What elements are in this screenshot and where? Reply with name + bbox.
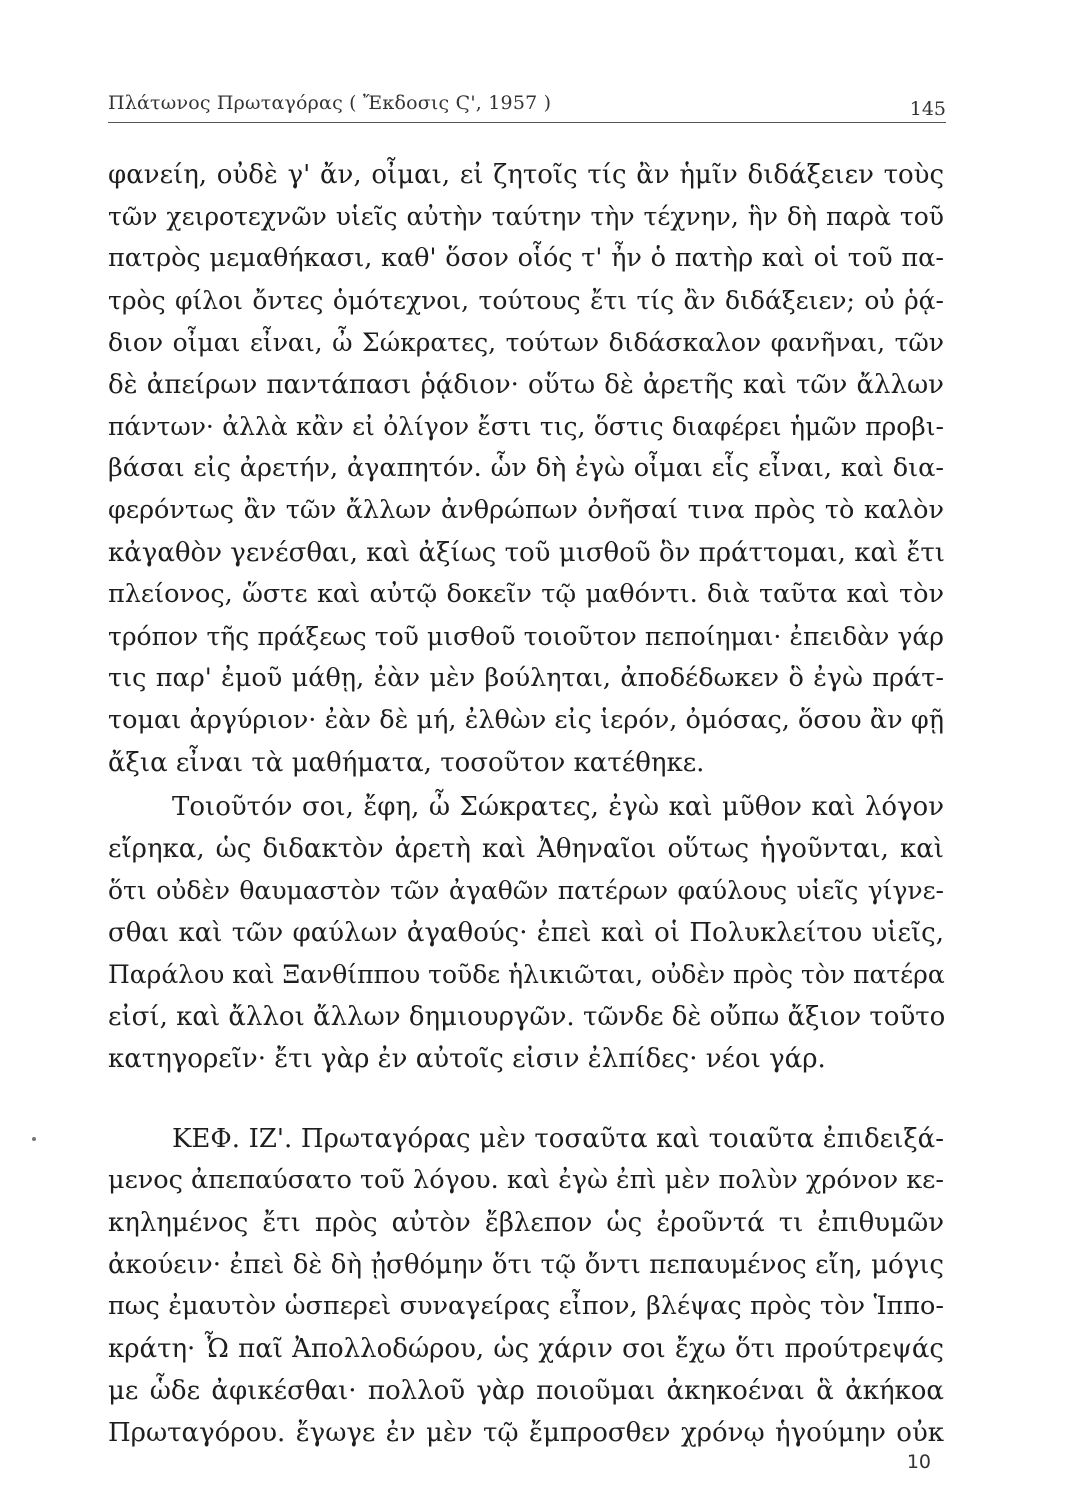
text-line: διον οἶμαι εἶναι, ὦ Σώκρατες, τούτων διδάσκαλον φανῆναι, τῶν bbox=[108, 328, 944, 357]
text-line: Πρωταγόρου. ἔγωγε ἐν μὲν τῷ ἔμπροσθεν χρόνῳ ἡγούμην οὐκ bbox=[108, 1418, 944, 1448]
text-line: δὲ ἀπείρων παντάπασι ῥᾴδιον· οὕτω δὲ ἀρετῆς καὶ τῶν ἄλλων bbox=[108, 370, 944, 400]
text-line: ΚΕΦ. ΙΖ'. Πρωταγόρας μὲν τοσαῦτα καὶ τοιαῦτα ἐπιδειξά- bbox=[172, 1124, 944, 1154]
text-line: ἀκούειν· ἐπεὶ δὲ δὴ ᾐσθόμην ὅτι τῷ ὄντι πεπαυμένος εἴη, μόγις bbox=[108, 1250, 944, 1280]
text-line: μενος ἀπεπαύσατο τοῦ λόγου. καὶ ἐγὼ ἐπὶ μὲν πολὺν χρόνον κε- bbox=[108, 1165, 944, 1195]
text-line: πλείονος, ὥστε καὶ αὐτῷ δοκεῖν τῷ μαθόντι. διὰ ταῦτα καὶ τὸν bbox=[108, 579, 944, 609]
text-line: εἴρηκα, ὡς διδακτὸν ἀρετὴ καὶ Ἀθηναῖοι οὕτως ἡγοῦνται, καὶ bbox=[108, 834, 944, 864]
text-line: τρὸς φίλοι ὄντες ὁμότεχνοι, τούτους ἔτι τίς ἂν διδάξειεν; οὐ ῥᾴ- bbox=[108, 286, 944, 315]
page-number: 145 bbox=[909, 98, 946, 120]
text-line: τομαι ἀργύριον· ἐὰν δὲ μή, ἐλθὼν εἰς ἱερόν, ὀμόσας, ὅσου ἂν φῇ bbox=[108, 705, 944, 735]
text-line: εἰσί, καὶ ἄλλοι ἄλλων δημιουργῶν. τῶνδε δὲ οὔπω ἄξιον τοῦτο bbox=[108, 1002, 946, 1032]
text-line: τις παρ' ἐμοῦ μάθῃ, ἐὰν μὲν βούληται, ἀποδέδωκεν ὃ ἐγὼ πράτ- bbox=[108, 663, 944, 693]
running-head-title: Πλάτωνος Πρωταγόρας ( Ἔκδοσις Ϛ', 1957 ) bbox=[108, 92, 552, 114]
text-line: σθαι καὶ τῶν φαύλων ἀγαθούς· ἐπεὶ καὶ οἱ Πολυκλείτου υἱεῖς, bbox=[108, 918, 944, 948]
text-line: Παράλου καὶ Ξανθίππου τοῦδε ἡλικιῶται, οὐδὲν πρὸς τὸν πατέρα bbox=[108, 960, 945, 989]
header-rule bbox=[108, 122, 946, 123]
text-line: τῶν χειροτεχνῶν υἱεῖς αὐτὴν ταύτην τὴν τέχνην, ἣν δὴ παρὰ τοῦ bbox=[108, 202, 944, 231]
text-line: πατρὸς μεμαθήκασι, καθ' ὅσον οἷός τ' ἦν ὁ πατὴρ καὶ οἱ τοῦ πα- bbox=[108, 243, 944, 273]
text-line: ἄξια εἶναι τὰ μαθήματα, τοσοῦτον κατέθηκε. bbox=[108, 748, 705, 778]
text-line: τρόπον τῆς πράξεως τοῦ μισθοῦ τοιοῦτον πεποίημαι· ἐπειδὰν γάρ bbox=[108, 622, 944, 651]
text-line: με ὧδε ἀφικέσθαι· πολλοῦ γὰρ ποιοῦμαι ἀκηκοέναι ἃ ἀκήκοα bbox=[108, 1376, 944, 1406]
text-line: κηλημένος ἔτι πρὸς αὐτὸν ἔβλεπον ὡς ἐροῦντά τι ἐπιθυμῶν bbox=[108, 1208, 944, 1238]
text-line: φανείη, οὐδὲ γ' ἄν, οἶμαι, εἰ ζητοῖς τίς ἂν ἡμῖν διδάξειεν τοὺς bbox=[108, 160, 944, 190]
text-line: Τοιοῦτόν σοι, ἔφη, ὦ Σώκρατες, ἐγὼ καὶ μῦθον καὶ λόγον bbox=[172, 792, 944, 822]
text-line: κατηγορεῖν· ἔτι γὰρ ἐν αὐτοῖς εἰσιν ἐλπίδες· νέοι γάρ. bbox=[108, 1044, 826, 1074]
text-line: ὅτι οὐδὲν θαυμαστὸν τῶν ἀγαθῶν πατέρων φαύλους υἱεῖς γίγνε- bbox=[108, 876, 944, 905]
running-head bbox=[108, 92, 946, 128]
text-line: κἀγαθὸν γενέσθαι, καὶ ἀξίως τοῦ μισθοῦ ὃν πράττομαι, καὶ ἔτι bbox=[108, 538, 945, 568]
sheet-number: 10 bbox=[906, 1451, 931, 1473]
margin-dot bbox=[32, 1137, 36, 1141]
text-line: φερόντως ἂν τῶν ἄλλων ἀνθρώπων ὀνῆσαί τινα πρὸς τὸ καλὸν bbox=[108, 495, 944, 525]
text-line: πως ἐμαυτὸν ὡσπερεὶ συναγείρας εἶπον, βλέψας πρὸς τὸν Ἱππο- bbox=[108, 1291, 944, 1321]
text-line: κράτη· Ὦ παῖ Ἀπολλοδώρου, ὡς χάριν σοι ἔχω ὅτι προύτρεψάς bbox=[108, 1334, 944, 1364]
text-line: βάσαι εἰς ἀρετήν, ἀγαπητόν. ὧν δὴ ἐγὼ οἶμαι εἷς εἶναι, καὶ δια- bbox=[108, 453, 944, 483]
text-line: πάντων· ἀλλὰ κἂν εἰ ὀλίγον ἔστι τις, ὅστις διαφέρει ἡμῶν προβι- bbox=[108, 412, 944, 441]
